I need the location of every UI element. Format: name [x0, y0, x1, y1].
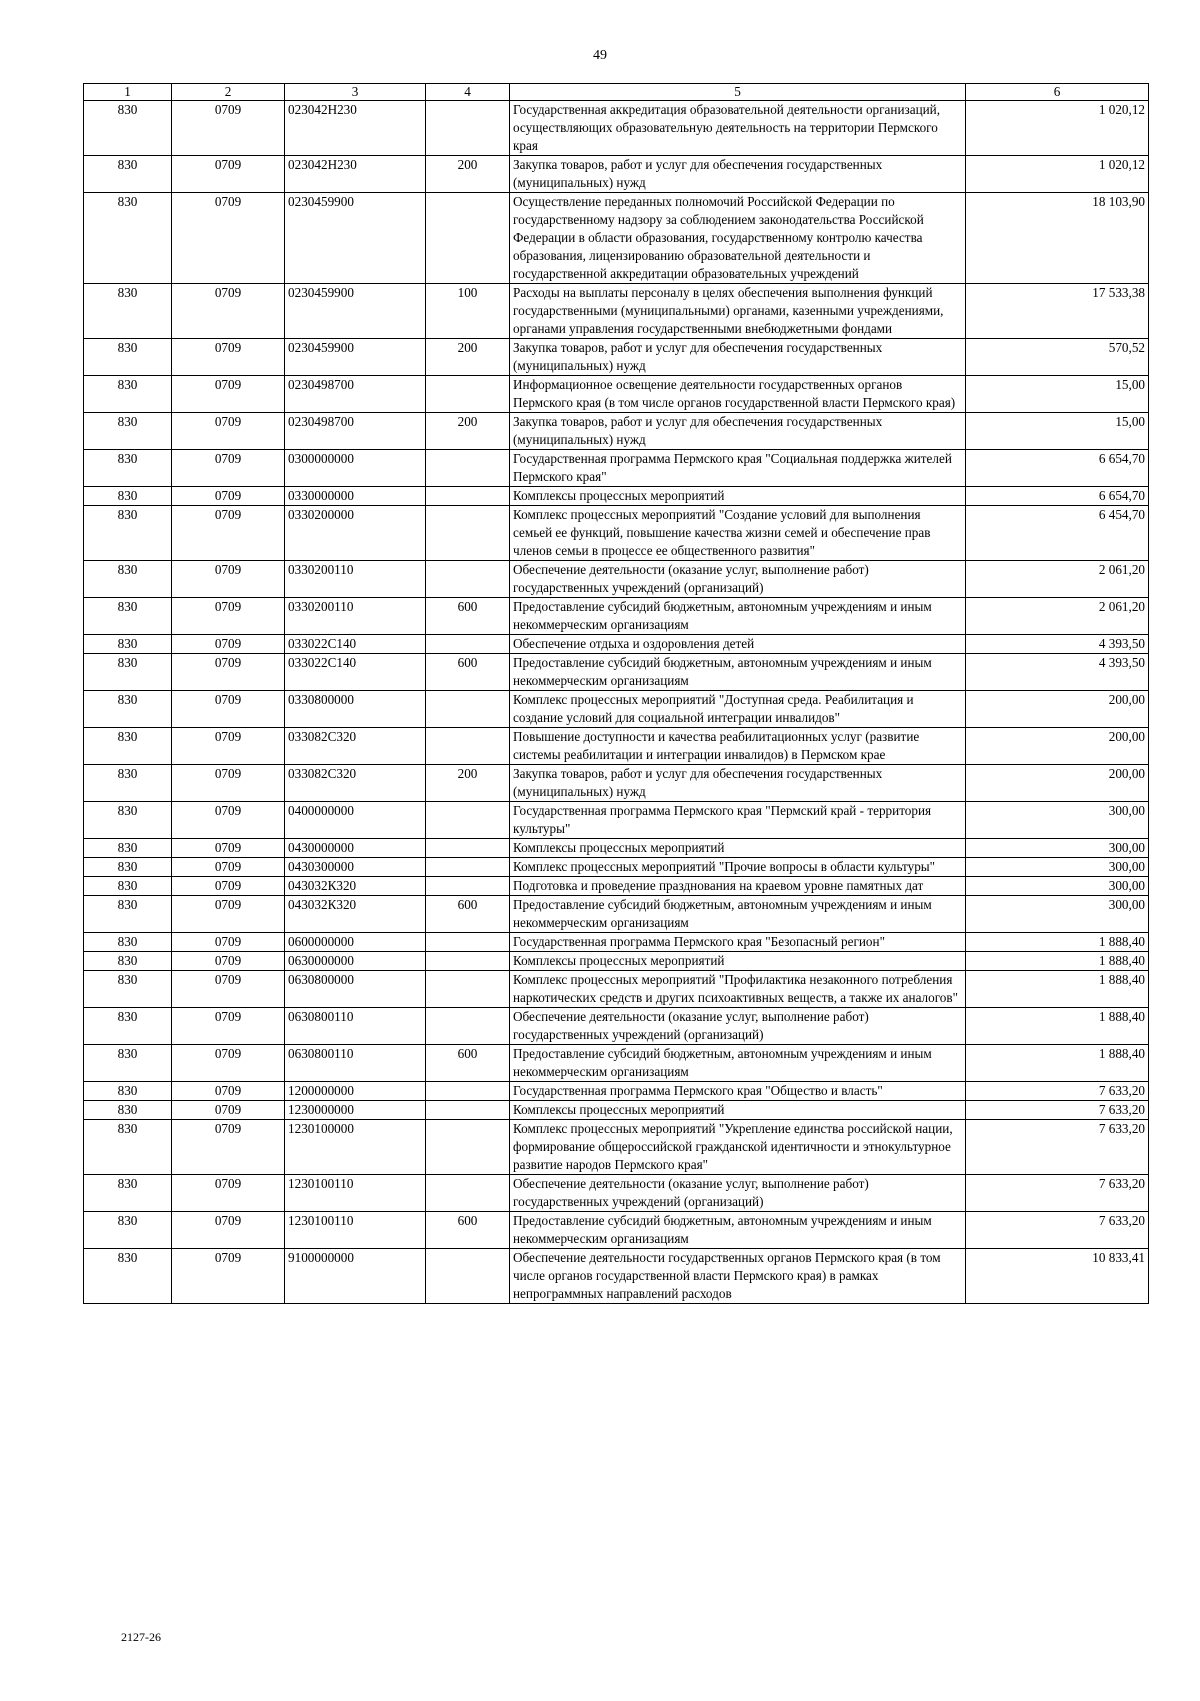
description-cell: Осуществление переданных полномочий Российской Федерации по государственному надзору за соблюдением законодательства Российской Федерации в области образования, государственному контролю качества образования, лицензированию образовательной деятельности и государственной аккредитации образовательных учреждений — [510, 193, 966, 284]
section-code-cell: 0709 — [172, 933, 285, 952]
expense-type-code-cell: 200 — [426, 339, 510, 376]
target-article-code-cell: 0230498700 — [285, 413, 426, 450]
amount-cell: 1 020,12 — [966, 156, 1149, 193]
description-cell: Предоставление субсидий бюджетным, автономным учреждениям и иным некоммерческим организациям — [510, 1212, 966, 1249]
target-article-code-cell: 0230459900 — [285, 193, 426, 284]
expense-type-code-cell — [426, 101, 510, 156]
ministry-code-cell: 830 — [84, 1120, 172, 1175]
section-code-cell: 0709 — [172, 413, 285, 450]
page-number: 49 — [593, 48, 607, 63]
table-row — [84, 598, 1149, 635]
target-article-code-cell: 9100000000 — [285, 1249, 426, 1304]
amount-cell: 200,00 — [966, 728, 1149, 765]
ministry-code-cell: 830 — [84, 765, 172, 802]
ministry-code-cell: 830 — [84, 1249, 172, 1304]
amount-cell: 7 633,20 — [966, 1120, 1149, 1175]
description-cell: Комплекс процессных мероприятий "Создание условий для выполнения семьей ее функций, повышение качества жизни семей и обеспечение прав членов семьи в процессе ее общественного развития" — [510, 506, 966, 561]
expense-type-code-cell — [426, 635, 510, 654]
description-cell: Комплексы процессных мероприятий — [510, 487, 966, 506]
section-code-cell: 0709 — [172, 765, 285, 802]
amount-cell: 7 633,20 — [966, 1082, 1149, 1101]
target-article-code-cell: 033082С320 — [285, 765, 426, 802]
expense-type-code-cell — [426, 450, 510, 487]
target-article-code-cell: 1200000000 — [285, 1082, 426, 1101]
table-body — [84, 101, 1149, 1304]
column-header-1: 1 — [84, 84, 172, 101]
expense-type-code-cell — [426, 376, 510, 413]
ministry-code-cell: 830 — [84, 413, 172, 450]
description-cell: Предоставление субсидий бюджетным, автономным учреждениям и иным некоммерческим организациям — [510, 896, 966, 933]
target-article-code-cell: 0300000000 — [285, 450, 426, 487]
table-row — [84, 1175, 1149, 1212]
expense-type-code-cell — [426, 952, 510, 971]
target-article-code-cell: 0430000000 — [285, 839, 426, 858]
table-row — [84, 765, 1149, 802]
target-article-code-cell: 0230459900 — [285, 284, 426, 339]
description-cell: Обеспечение деятельности (оказание услуг, выполнение работ) государственных учреждений (организаций) — [510, 1175, 966, 1212]
table-row — [84, 691, 1149, 728]
section-code-cell: 0709 — [172, 506, 285, 561]
target-article-code-cell: 0400000000 — [285, 802, 426, 839]
amount-cell: 4 393,50 — [966, 635, 1149, 654]
expense-type-code-cell — [426, 1008, 510, 1045]
table-row — [84, 877, 1149, 896]
table-row — [84, 1008, 1149, 1045]
description-cell: Комплекс процессных мероприятий "Доступная среда. Реабилитация и создание условий для социальной интеграции инвалидов" — [510, 691, 966, 728]
amount-cell: 18 103,90 — [966, 193, 1149, 284]
ministry-code-cell: 830 — [84, 877, 172, 896]
section-code-cell: 0709 — [172, 339, 285, 376]
table-row — [84, 858, 1149, 877]
ministry-code-cell: 830 — [84, 728, 172, 765]
ministry-code-cell: 830 — [84, 802, 172, 839]
table-row — [84, 450, 1149, 487]
section-code-cell: 0709 — [172, 376, 285, 413]
target-article-code-cell: 0630800000 — [285, 971, 426, 1008]
section-code-cell: 0709 — [172, 598, 285, 635]
table-row — [84, 635, 1149, 654]
table-row — [84, 506, 1149, 561]
table-row — [84, 561, 1149, 598]
target-article-code-cell: 033082С320 — [285, 728, 426, 765]
expense-type-code-cell — [426, 933, 510, 952]
target-article-code-cell: 043032К320 — [285, 877, 426, 896]
target-article-code-cell: 043032К320 — [285, 896, 426, 933]
table-row — [84, 1101, 1149, 1120]
section-code-cell: 0709 — [172, 101, 285, 156]
description-cell: Предоставление субсидий бюджетным, автономным учреждениям и иным некоммерческим организациям — [510, 1045, 966, 1082]
target-article-code-cell: 0330800000 — [285, 691, 426, 728]
target-article-code-cell: 0430300000 — [285, 858, 426, 877]
ministry-code-cell: 830 — [84, 450, 172, 487]
section-code-cell: 0709 — [172, 877, 285, 896]
ministry-code-cell: 830 — [84, 896, 172, 933]
ministry-code-cell: 830 — [84, 635, 172, 654]
table-row — [84, 1045, 1149, 1082]
section-code-cell: 0709 — [172, 561, 285, 598]
section-code-cell: 0709 — [172, 839, 285, 858]
column-header-4: 4 — [426, 84, 510, 101]
description-cell: Информационное освещение деятельности государственных органов Пермского края (в том числе органов государственной власти Пермского края) — [510, 376, 966, 413]
amount-cell: 1 020,12 — [966, 101, 1149, 156]
expense-type-code-cell — [426, 971, 510, 1008]
target-article-code-cell: 1230100110 — [285, 1175, 426, 1212]
table-row — [84, 376, 1149, 413]
ministry-code-cell: 830 — [84, 654, 172, 691]
target-article-code-cell: 0330000000 — [285, 487, 426, 506]
budget-table — [83, 83, 1149, 1304]
table-row — [84, 952, 1149, 971]
amount-cell: 7 633,20 — [966, 1101, 1149, 1120]
amount-cell: 300,00 — [966, 858, 1149, 877]
amount-cell: 6 654,70 — [966, 450, 1149, 487]
expense-type-code-cell — [426, 193, 510, 284]
description-cell: Подготовка и проведение празднования на краевом уровне памятных дат — [510, 877, 966, 896]
description-cell: Комплексы процессных мероприятий — [510, 952, 966, 971]
ministry-code-cell: 830 — [84, 1175, 172, 1212]
amount-cell: 1 888,40 — [966, 971, 1149, 1008]
amount-cell: 2 061,20 — [966, 598, 1149, 635]
table-row — [84, 971, 1149, 1008]
table-row — [84, 896, 1149, 933]
amount-cell: 1 888,40 — [966, 1008, 1149, 1045]
column-header-6: 6 — [966, 84, 1149, 101]
table-row — [84, 728, 1149, 765]
description-cell: Закупка товаров, работ и услуг для обеспечения государственных (муниципальных) нужд — [510, 156, 966, 193]
description-cell: Обеспечение деятельности (оказание услуг, выполнение работ) государственных учреждений (организаций) — [510, 561, 966, 598]
section-code-cell: 0709 — [172, 635, 285, 654]
description-cell: Обеспечение деятельности (оказание услуг, выполнение работ) государственных учреждений (организаций) — [510, 1008, 966, 1045]
ministry-code-cell: 830 — [84, 506, 172, 561]
target-article-code-cell: 0230459900 — [285, 339, 426, 376]
section-code-cell: 0709 — [172, 193, 285, 284]
table-row — [84, 284, 1149, 339]
ministry-code-cell: 830 — [84, 487, 172, 506]
amount-cell: 300,00 — [966, 877, 1149, 896]
ministry-code-cell: 830 — [84, 193, 172, 284]
footer-code: 2127-26 — [121, 1630, 161, 1644]
amount-cell: 2 061,20 — [966, 561, 1149, 598]
expense-type-code-cell — [426, 691, 510, 728]
section-code-cell: 0709 — [172, 156, 285, 193]
ministry-code-cell: 830 — [84, 284, 172, 339]
expense-type-code-cell — [426, 1175, 510, 1212]
column-number-row — [84, 84, 1149, 101]
amount-cell: 200,00 — [966, 765, 1149, 802]
expense-type-code-cell — [426, 728, 510, 765]
ministry-code-cell: 830 — [84, 376, 172, 413]
section-code-cell: 0709 — [172, 1249, 285, 1304]
section-code-cell: 0709 — [172, 1045, 285, 1082]
target-article-code-cell: 1230100110 — [285, 1212, 426, 1249]
target-article-code-cell: 0630800110 — [285, 1045, 426, 1082]
target-article-code-cell: 1230100000 — [285, 1120, 426, 1175]
ministry-code-cell: 830 — [84, 971, 172, 1008]
table-row — [84, 193, 1149, 284]
expense-type-code-cell: 200 — [426, 156, 510, 193]
amount-cell: 7 633,20 — [966, 1212, 1149, 1249]
description-cell: Государственная программа Пермского края "Общество и власть" — [510, 1082, 966, 1101]
amount-cell: 15,00 — [966, 413, 1149, 450]
amount-cell: 1 888,40 — [966, 1045, 1149, 1082]
ministry-code-cell: 830 — [84, 858, 172, 877]
expense-type-code-cell: 200 — [426, 765, 510, 802]
column-header-2: 2 — [172, 84, 285, 101]
section-code-cell: 0709 — [172, 858, 285, 877]
column-header-3: 3 — [285, 84, 426, 101]
description-cell: Комплекс процессных мероприятий "Прочие вопросы в области культуры" — [510, 858, 966, 877]
amount-cell: 300,00 — [966, 896, 1149, 933]
table-row — [84, 1249, 1149, 1304]
amount-cell: 200,00 — [966, 691, 1149, 728]
target-article-code-cell: 0330200000 — [285, 506, 426, 561]
description-cell: Комплексы процессных мероприятий — [510, 1101, 966, 1120]
target-article-code-cell: 0230498700 — [285, 376, 426, 413]
amount-cell: 4 393,50 — [966, 654, 1149, 691]
table-row — [84, 487, 1149, 506]
ministry-code-cell: 830 — [84, 1045, 172, 1082]
ministry-code-cell: 830 — [84, 101, 172, 156]
amount-cell: 300,00 — [966, 802, 1149, 839]
ministry-code-cell: 830 — [84, 933, 172, 952]
section-code-cell: 0709 — [172, 284, 285, 339]
expense-type-code-cell: 600 — [426, 1212, 510, 1249]
table-header — [84, 84, 1149, 101]
table-row — [84, 1212, 1149, 1249]
description-cell: Государственная программа Пермского края "Безопасный регион" — [510, 933, 966, 952]
description-cell: Комплекс процессных мероприятий "Профилактика незаконного потребления наркотических средств и других психоактивных веществ, а также их аналогов" — [510, 971, 966, 1008]
ministry-code-cell: 830 — [84, 339, 172, 376]
section-code-cell: 0709 — [172, 1008, 285, 1045]
description-cell: Государственная аккредитация образовательной деятельности организаций, осуществляющих образовательную деятельность на территории Пермского края — [510, 101, 966, 156]
amount-cell: 570,52 — [966, 339, 1149, 376]
ministry-code-cell: 830 — [84, 1101, 172, 1120]
expense-type-code-cell — [426, 487, 510, 506]
amount-cell: 1 888,40 — [966, 952, 1149, 971]
ministry-code-cell: 830 — [84, 561, 172, 598]
description-cell: Предоставление субсидий бюджетным, автономным учреждениям и иным некоммерческим организациям — [510, 598, 966, 635]
description-cell: Обеспечение отдыха и оздоровления детей — [510, 635, 966, 654]
column-header-5: 5 — [510, 84, 966, 101]
section-code-cell: 0709 — [172, 1212, 285, 1249]
ministry-code-cell: 830 — [84, 1082, 172, 1101]
target-article-code-cell: 023042Н230 — [285, 101, 426, 156]
target-article-code-cell: 0630800110 — [285, 1008, 426, 1045]
expense-type-code-cell: 600 — [426, 654, 510, 691]
table-row — [84, 339, 1149, 376]
expense-type-code-cell — [426, 1082, 510, 1101]
section-code-cell: 0709 — [172, 896, 285, 933]
ministry-code-cell: 830 — [84, 156, 172, 193]
description-cell: Повышение доступности и качества реабилитационных услуг (развитие системы реабилитации и интеграции инвалидов) в Пермском крае — [510, 728, 966, 765]
amount-cell: 17 533,38 — [966, 284, 1149, 339]
amount-cell: 6 654,70 — [966, 487, 1149, 506]
section-code-cell: 0709 — [172, 487, 285, 506]
table-row — [84, 156, 1149, 193]
section-code-cell: 0709 — [172, 654, 285, 691]
description-cell: Закупка товаров, работ и услуг для обеспечения государственных (муниципальных) нужд — [510, 765, 966, 802]
ministry-code-cell: 830 — [84, 691, 172, 728]
description-cell: Комплекс процессных мероприятий "Укрепление единства российской нации, формирование общероссийской гражданской идентичности и этнокультурное развитие народов Пермского края" — [510, 1120, 966, 1175]
description-cell: Обеспечение деятельности государственных органов Пермского края (в том числе органов государственной власти Пермского края) в рамках непрограммных направлений расходов — [510, 1249, 966, 1304]
expense-type-code-cell: 600 — [426, 1045, 510, 1082]
table-row — [84, 1120, 1149, 1175]
amount-cell: 15,00 — [966, 376, 1149, 413]
section-code-cell: 0709 — [172, 450, 285, 487]
expense-type-code-cell — [426, 1101, 510, 1120]
expense-type-code-cell — [426, 858, 510, 877]
target-article-code-cell: 0330200110 — [285, 598, 426, 635]
expense-type-code-cell: 600 — [426, 896, 510, 933]
description-cell: Государственная программа Пермского края "Социальная поддержка жителей Пермского края" — [510, 450, 966, 487]
section-code-cell: 0709 — [172, 691, 285, 728]
expense-type-code-cell — [426, 877, 510, 896]
section-code-cell: 0709 — [172, 802, 285, 839]
section-code-cell: 0709 — [172, 1120, 285, 1175]
target-article-code-cell: 0330200110 — [285, 561, 426, 598]
expense-type-code-cell — [426, 802, 510, 839]
description-cell: Расходы на выплаты персоналу в целях обеспечения выполнения функций государственными (муниципальными) органами, казенными учреждениями, органами управления государственными внебюджетными фондами — [510, 284, 966, 339]
target-article-code-cell: 0630000000 — [285, 952, 426, 971]
description-cell: Закупка товаров, работ и услуг для обеспечения государственных (муниципальных) нужд — [510, 339, 966, 376]
table-row — [84, 933, 1149, 952]
expense-type-code-cell — [426, 1249, 510, 1304]
target-article-code-cell: 033022С140 — [285, 654, 426, 691]
ministry-code-cell: 830 — [84, 598, 172, 635]
section-code-cell: 0709 — [172, 1101, 285, 1120]
section-code-cell: 0709 — [172, 1082, 285, 1101]
description-cell: Предоставление субсидий бюджетным, автономным учреждениям и иным некоммерческим организациям — [510, 654, 966, 691]
amount-cell: 7 633,20 — [966, 1175, 1149, 1212]
target-article-code-cell: 0600000000 — [285, 933, 426, 952]
table-row — [84, 1082, 1149, 1101]
table-row — [84, 101, 1149, 156]
table-row — [84, 802, 1149, 839]
expense-type-code-cell: 100 — [426, 284, 510, 339]
section-code-cell: 0709 — [172, 952, 285, 971]
amount-cell: 10 833,41 — [966, 1249, 1149, 1304]
target-article-code-cell: 1230000000 — [285, 1101, 426, 1120]
section-code-cell: 0709 — [172, 1175, 285, 1212]
ministry-code-cell: 830 — [84, 1212, 172, 1249]
amount-cell: 300,00 — [966, 839, 1149, 858]
section-code-cell: 0709 — [172, 971, 285, 1008]
expense-type-code-cell — [426, 1120, 510, 1175]
description-cell: Закупка товаров, работ и услуг для обеспечения государственных (муниципальных) нужд — [510, 413, 966, 450]
description-cell: Государственная программа Пермского края "Пермский край - территория культуры" — [510, 802, 966, 839]
amount-cell: 1 888,40 — [966, 933, 1149, 952]
target-article-code-cell: 033022С140 — [285, 635, 426, 654]
expense-type-code-cell: 200 — [426, 413, 510, 450]
expense-type-code-cell — [426, 561, 510, 598]
expense-type-code-cell — [426, 839, 510, 858]
table-row — [84, 413, 1149, 450]
expense-type-code-cell — [426, 506, 510, 561]
table-row — [84, 839, 1149, 858]
ministry-code-cell: 830 — [84, 952, 172, 971]
ministry-code-cell: 830 — [84, 839, 172, 858]
ministry-code-cell: 830 — [84, 1008, 172, 1045]
description-cell: Комплексы процессных мероприятий — [510, 839, 966, 858]
expense-type-code-cell: 600 — [426, 598, 510, 635]
section-code-cell: 0709 — [172, 728, 285, 765]
table-row — [84, 654, 1149, 691]
amount-cell: 6 454,70 — [966, 506, 1149, 561]
target-article-code-cell: 023042Н230 — [285, 156, 426, 193]
